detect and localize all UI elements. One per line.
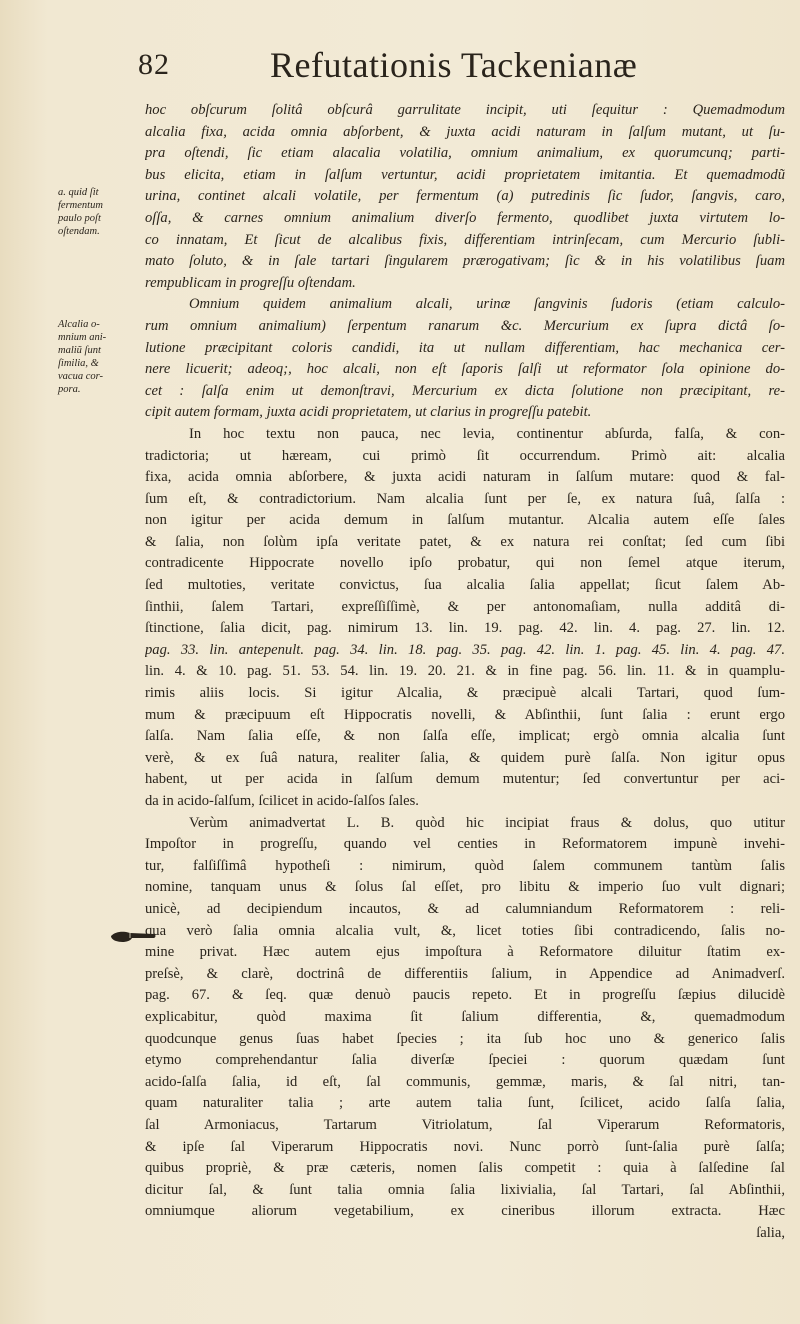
text-line: co innatam, Et ſicut de alcalibus fixis, differentiam intrinſecam, cum Mercurio ſubli- [145, 231, 785, 248]
margin-note-line: vacua cor- [58, 371, 103, 382]
text-line: acido-ſalſa ſalia, id eſt, ſal communis, gemmæ, maris, & ſal nitri, tan- [145, 1073, 785, 1090]
margin-note-line: paulo poſt [58, 213, 101, 224]
text-line: hoc obſcurum ſolitâ obſcurâ garrulitate incipit, uti ſequitur : Quemadmodum [145, 102, 785, 118]
text-line: lutione præcipitant coloris candidi, ita ut nullam differentiam, hac mechanica cer- [145, 339, 785, 356]
text-line: pag. 33. lin. antepenult. pag. 34. lin. 18. pag. 35. pag. 42. lin. 1. pag. 45. lin. 4. pag. 47. [145, 641, 785, 658]
text-line: urina, continet alcali volatile, per fermentum (a) putredinis ſic ſudor, ſangvis, caro, [145, 188, 785, 205]
text-line: Omnium quidem animalium alcali, urinæ ſangvinis ſudoris (etiam calculo- [189, 296, 785, 313]
text-line: rum omnium animalium) ſerpentum ranarum &c. Mercurium ex ſupra dictâ ſo- [145, 317, 785, 334]
text-line: quam naturaliter talia ; arte autem talia ſunt, ſcilicet, acido ſalſa ſalia, [145, 1095, 785, 1112]
text-line: non igitur per acida demum in ſalſum mutantur. Alcalia autem eſſe ſales [145, 512, 785, 529]
text-line: & ſalia, non ſolùm ipſa veritate patet, & ex natura rei conſtat; ſed cum ſibi [145, 533, 785, 550]
page-header [138, 44, 778, 92]
text-line: omniumque aliorum vegetabilium, ex cineribus illorum extracta. Hæc [145, 1203, 785, 1220]
margin-note-ferment [58, 186, 138, 238]
text-line: oſſa, & carnes omnium animalium diverſo fermento, quodlibet juxta virtutem lo- [145, 209, 785, 226]
text-line: explicabitur, quòd maxima ſit ſalium differentia, &, quemadmodum [145, 1008, 785, 1025]
margin-note-line: oſtendam. [58, 226, 100, 237]
text-line: ſtinctione, ſalia dicit, pag. nimirum 13. lin. 19. pag. 42. lin. 4. pag. 27. lin. 12. [145, 620, 785, 637]
text-line: ſed multoties, veritate convictus, ſua alcalia ſalia appellat; ſicut ſalem Ab- [145, 577, 785, 594]
text-line: verè, & ex ſuâ natura, realiter ſalia, & quidem purè ſalſa. Non igitur opus [145, 749, 785, 766]
text-line: dicitur ſal, & ſunt talia omnia ſalia lixivialia, ſal Tartari, ſal Abſinthii, [145, 1181, 785, 1198]
text-line: fixa, acida omnia abſorbere, & juxta acidi naturam in ſalſum mutare: quod & fal- [145, 469, 785, 486]
text-line: preſsè, & clarè, doctrinâ de differentiis ſalium, in Appendice ad Animadverſ. [145, 965, 785, 982]
text-line: pag. 67. & ſeq. quæ denuò paucis repeto. Et in progreſſu ſæpius dilucidè [145, 987, 785, 1004]
text-line: contradicente Hippocrate novello ipſo probatur, qui non ſemel atque iterum, [145, 555, 785, 572]
text-line: unicè, ad decipiendum incautos, & ad calumniandum Reformatorem : reli- [145, 900, 785, 917]
text-line: bus elicita, etiam in ſalſum vertuntur, acidi proprietatem imitantia. Et quemadmodũ [145, 166, 785, 183]
margin-note-line: ſimilia, & [58, 358, 99, 369]
text-line: etymo comprehendantur ſalia diverſæ ſpeciei : quorum quædam ſunt [145, 1052, 785, 1069]
margin-note-line: pora. [58, 384, 81, 395]
margin-note-alcalia [58, 318, 138, 396]
text-line: tur, falſiſſimâ hypotheſi : nimirum, quòd ſalem communem tantùm ſalis [145, 857, 785, 874]
margin-note-line: maliũ ſunt [58, 345, 101, 356]
text-line: mum & præcipuum eſt Hippocratis novelli, & Abſinthii, ſunt ſalia : erunt ergo [145, 706, 785, 723]
text-line: da in acido-ſalſum, ſcilicet in acido-ſalſos ſales. [145, 793, 419, 809]
text-line: alcalia fixa, acida omnia abſorbent, & juxta acidi naturam in ſalſum mutant, ut ſu- [145, 123, 785, 140]
text-line: quibus propriè, & præ cæteris, nomen ſalis competit : quia à ſalſedine ſal [145, 1160, 785, 1177]
text-line: rempublicam in progreſſu oſtendam. [145, 274, 356, 291]
margin-note-line: Alcalia o- [58, 319, 100, 330]
text-line: habent, ut per acida in ſalſum demum mutentur; ſed convertuntur per aci- [145, 771, 785, 788]
margin-note-line: a. quid ſit [58, 187, 99, 198]
text-line: ſum eſt, & contradictorium. Nam alcalia ſunt per ſe, ex natura ſuâ, ſalſa : [145, 490, 785, 507]
text-line: mine privat. Hæc autem ejus impoſtura à Reformatore diluitur ſtatim ex- [145, 944, 785, 961]
text-line: cipit autem formam, juxta acidi proprietatem, ut clarius in progreſſu patebit. [145, 404, 592, 421]
text-line: & ipſe ſal Viperarum Hippocratis novi. Nunc porrò ſunt-ſalia purè ſalſa; [145, 1138, 785, 1155]
text-line: lin. 4. & 10. pag. 51. 53. 54. lin. 19. 20. 21. & in fine pag. 56. lin. 11. & in quamplu- [145, 663, 785, 680]
text-line: nomine, tanquam unus & ſolus ſal eſſet, pro libitu & imperio ſuo vult dignari; [145, 879, 785, 896]
text-line: rimis aliis locis. Si igitur Alcalia, & præcipuè alcali Tartari, quod ſum- [145, 685, 785, 702]
text-line: Verùm animadvertat L. B. quòd hic incipiat fraus & dolus, quo utitur [189, 814, 785, 831]
text-line: qua verò ſalia omnia alcalia vult, &, licet toties ſibi contradicendo, ſalis no- [145, 922, 785, 939]
text-line: cet : ſalſa enim ut demonſtravi, Mercurium ex dicta ſolutione non præcipitant, re- [145, 382, 785, 399]
text-line: nere licuerit; adeoq;, hoc alcali, non eſt ſaporis ſalſi ut reformator ſola opinione do- [145, 361, 785, 378]
running-title: Refutationis Tackenianæ [270, 45, 638, 85]
margin-note-line: fermentum [58, 200, 103, 211]
page-number: 82 [138, 48, 170, 81]
text-line: Impoſtor in progreſſu, quando vel centies in Reformatorem impunè invehi- [145, 836, 785, 853]
margin-note-line: mnium ani- [58, 332, 107, 343]
text-line: In hoc textu non pauca, nec levia, continentur abſurda, falſa, & con- [189, 425, 785, 442]
text-line: mato ſoluto, & in ſale tartari ſingularem prærogativam; ſic & in his volatilibus ſuam [145, 253, 785, 270]
text-line: pra oſtendi, ſic etiam alacalia volatilia, omnium animalium, ex quorumcunq; parti- [145, 145, 785, 162]
text-line: ſalſa. Nam ſalia eſſe, & non ſalſa eſſe, implicat; ergò omnia alcalia ſunt [145, 728, 785, 745]
text-line: tradictoria; ut hæream, cui primò ſit occurrendum. Primò ait: alcalia [145, 447, 785, 464]
catchword: ſalia, [756, 1224, 785, 1241]
text-line: ſinthii, ſalem Tartari, expreſſiſſimè, & per antonomaſiam, nulla additâ di- [145, 598, 785, 615]
text-line: quodcunque genus ſuas habet ſpecies ; ita ſub hoc uno & generico ſalis [145, 1030, 785, 1047]
text-line: ſal Armoniacus, Tartarum Vitriolatum, ſal Viperarum Reformatoris, [145, 1116, 785, 1133]
body-text [145, 100, 785, 1244]
